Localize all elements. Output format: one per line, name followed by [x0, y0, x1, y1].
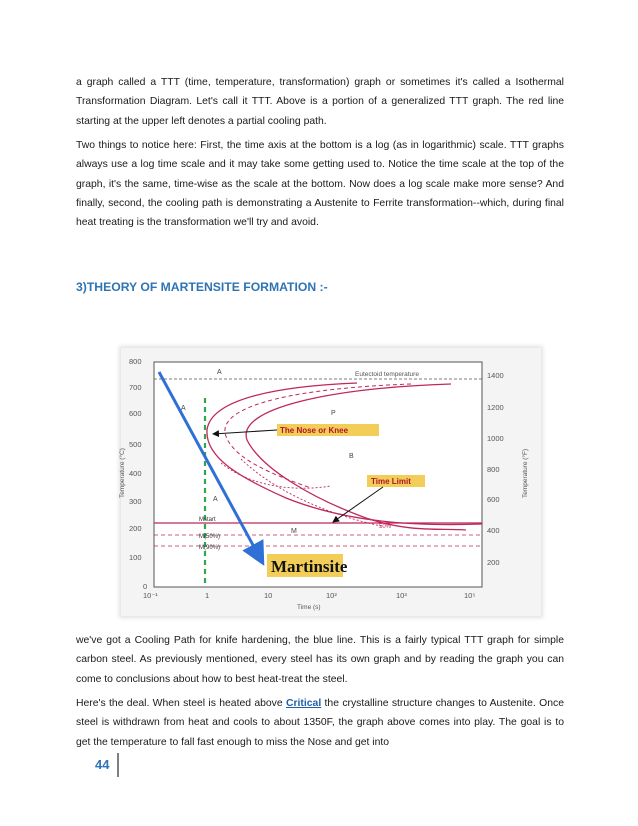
left-tick-label: 0	[143, 582, 148, 591]
region-label-a-mid: A	[213, 496, 218, 503]
region-label-a-top: A	[217, 369, 222, 376]
page-number-divider	[117, 753, 119, 777]
left-tick-label: 500	[129, 440, 142, 449]
bottom-tick-label: 10²	[326, 591, 337, 600]
region-label-a-left: A	[181, 405, 186, 412]
left-tick-label: 100	[129, 553, 142, 562]
region-label-m: M	[291, 528, 297, 535]
right-axis-label: Temperature (°F)	[522, 448, 529, 498]
bottom-axis-label: Time (s)	[297, 604, 321, 611]
section-heading: 3)THEORY OF MARTENSITE FORMATION :-	[76, 280, 328, 294]
left-tick-label: 700	[129, 383, 142, 392]
paragraph-cooling-path: we've got a Cooling Path for knife hardening, the blue line. This is a fairly typical TTT graph for simple carbon steel. As previously mentioned, every steel has its own graph and by reading the graph you can come to conclusions about how to best heat-treat the steel.	[76, 635, 564, 685]
right-tick-label: 600	[487, 495, 500, 504]
left-tick-label: 300	[129, 497, 142, 506]
paragraph-critical-text-2: the crystalline structure changes to Austenite. Once steel is withdrawn from heat and cools to about 1350F, the graph above comes into play. The goal is to get the temperature to fall fast enough to miss the Nose and get into	[76, 698, 564, 748]
page-number: 44	[95, 757, 110, 772]
right-axis	[487, 371, 504, 567]
mstart-label: Mstart	[199, 517, 216, 523]
m90-label: M(90%)	[199, 545, 221, 551]
time-limit-callout-label: Time Limit	[371, 477, 411, 486]
right-tick-label: 200	[487, 558, 500, 567]
bottom-tick-label: 10³	[396, 591, 407, 600]
label-50pct: 50%	[379, 524, 392, 530]
m50-label: M(50%)	[199, 534, 221, 540]
bottom-tick-label: 10⁻¹	[143, 591, 158, 600]
paragraph-critical-text-1: Here's the deal. When steel is heated above	[76, 698, 286, 709]
critical-link[interactable]: Critical	[285, 698, 322, 709]
nose-callout-label: The Nose or Knee	[280, 426, 349, 435]
paragraph-critical	[76, 694, 564, 752]
right-tick-label: 400	[487, 526, 500, 535]
paragraph-ttt-intro: a graph called a TTT (time, temperature, transformation) graph or sometimes it's called a Isothermal Transformation Diagram. Let's call it TTT. Above is a portion of a generalized TTT graph. The red line starting at the upper left denotes a partial cooling path.	[76, 77, 564, 127]
left-tick-label: 600	[129, 409, 142, 418]
left-tick-label: 400	[129, 469, 142, 478]
bottom-tick-label: 10	[264, 591, 273, 600]
eutectoid-label: Eutectoid temperature	[355, 371, 419, 378]
right-tick-label: 1200	[487, 403, 504, 412]
left-axis	[129, 357, 147, 591]
plot-frame	[154, 362, 482, 587]
region-label-p: P	[331, 410, 336, 417]
left-tick-label: 200	[129, 524, 142, 533]
paragraph-log-scale: Two things to notice here: First, the time axis at the bottom is a log (as in logarithmic) scale. TTT graphs always use a log time scale and it may take some getting used to. Notice the time scale at the top of the graph, it's the same, time-wise as the scale at the bottom. Now does a log scale make more sense? And finally, second, the cooling path is demonstrating a Austenite to Ferrite transformation--which, during final heat treating is the transformation we'll try and avoid.	[76, 140, 564, 229]
left-axis-label: Temperature (°C)	[119, 448, 126, 498]
martinsite-callout-label: Martinsite	[271, 557, 348, 576]
right-tick-label: 1400	[487, 371, 504, 380]
ttt-diagram-figure	[121, 348, 541, 616]
right-tick-label: 800	[487, 465, 500, 474]
left-tick-label: 800	[129, 357, 142, 366]
bottom-tick-label: 10⁵	[464, 591, 476, 600]
bottom-axis	[143, 591, 475, 600]
ttt-diagram	[121, 348, 541, 616]
bottom-tick-label: 1	[205, 591, 210, 600]
region-label-b: B	[349, 453, 354, 460]
right-tick-label: 1000	[487, 434, 504, 443]
